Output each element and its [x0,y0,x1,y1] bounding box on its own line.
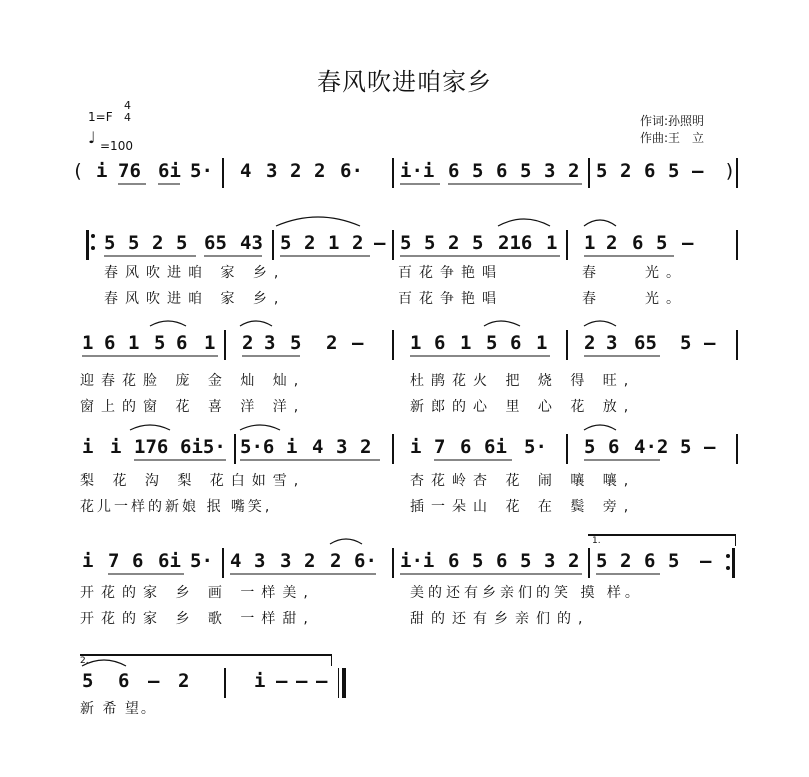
close-paren: ) [724,160,736,182]
note: 4 [230,550,242,572]
note: 1 [584,232,596,254]
slur [330,539,362,544]
slur [150,321,186,326]
note: 7 [434,436,446,458]
note: 2 [290,160,302,182]
note: 5 [104,232,116,254]
composer-credit: 作曲:王 立 [640,131,705,145]
dash: – [704,332,716,354]
note: 2 [178,670,190,692]
note: 65 [204,232,227,254]
note: 6 [644,160,656,182]
dash: – [148,670,160,692]
lyric-line: 开花的家 乡 画 一样美, [80,585,315,601]
note: 1 [410,332,422,354]
note: 43 [240,232,263,254]
note: 2 [352,232,364,254]
note: 6 [496,550,508,572]
dash: – [704,436,716,458]
note: 2 [448,232,460,254]
lyric-line: 春风吹进咱 家 乡, [104,265,286,281]
lyric-line: 插一朵山 花 在 鬓 旁, [410,499,636,515]
dash: – [276,670,288,692]
note: 2 [606,232,618,254]
note: 1 [128,332,140,354]
note: 3 [544,550,556,572]
note: 1 [328,232,340,254]
note: 5 [290,332,302,354]
note: 4 [240,160,252,182]
note: 6 [608,436,620,458]
quarter-note-icon: ♩ [88,128,96,147]
note: 2 [304,550,316,572]
note: 2 [330,550,342,572]
meter-top: 4 [124,99,131,112]
note: 5 [656,232,668,254]
note: 1 [204,332,216,354]
lyric-line: 美的还有乡亲们的笑 摸 样。 [410,585,643,601]
lyric-line: 甜的还有乡亲们的, [410,611,590,627]
lyric-line: 开花的家 乡 歌 一样甜, [80,611,315,627]
note: 2 [242,332,254,354]
note: 6 [632,232,644,254]
slur [584,321,616,326]
note: 6 [176,332,188,354]
note: 3 [264,332,276,354]
note: i [82,436,94,458]
note: 2 [152,232,164,254]
note: 3 [336,436,348,458]
note: 5 [82,670,94,692]
lyricist-credit: 作词:孙照明 [640,114,705,128]
note: 6 [448,550,460,572]
note: i·i [400,160,435,182]
note: 5 [176,232,188,254]
slur [498,219,550,226]
note: 5 [596,550,608,572]
note: i [96,160,108,182]
slur [240,425,280,430]
note: 6i [158,160,181,182]
note: 5 [472,160,484,182]
dash: – [700,550,712,572]
note: i·i [400,550,435,572]
note: 3 [266,160,278,182]
note: 5 [424,232,436,254]
note: i [82,550,94,572]
note: 6· [340,160,363,182]
repeat-dot [91,234,95,238]
lyric-line: 杏花岭杏 花 闹 嚷 嚷, [410,473,636,489]
note: 5 [472,232,484,254]
dash: – [352,332,364,354]
note: 5· [190,550,213,572]
note: 5· [190,160,213,182]
note: 65 [634,332,657,354]
note: 2 [568,160,580,182]
dash: – [682,232,694,254]
lyric-line: 新郎的心 里 心 花 放, [410,399,636,415]
lyric-line: 春 光。 [582,291,687,307]
note: i [286,436,298,458]
note: 1 [536,332,548,354]
note: 5 [280,232,292,254]
note: 5 [680,436,692,458]
note: 6i [158,550,181,572]
note: 6 [104,332,116,354]
lyric-line: 梨 花 沟 梨 花白如雪, [80,473,306,489]
note: 6 [132,550,144,572]
note: 176 [134,436,169,458]
note: 5· [524,436,547,458]
note: 6 [460,436,472,458]
note: 6 [644,550,656,572]
note: 1 [460,332,472,354]
note: 5 [472,550,484,572]
slur [130,425,170,430]
note: 5 [154,332,166,354]
note: 2 [568,550,580,572]
slur [240,321,272,326]
note: 4·2 [634,436,669,458]
meter-bottom: 4 [124,111,131,124]
note: 5 [400,232,412,254]
note: 7 [108,550,120,572]
note: 2 [620,160,632,182]
lyric-line: 窗上的窗 花 喜 洋 洋, [80,399,306,415]
note: 5·6 [240,436,275,458]
lyric-line: 迎春花脸 庞 金 灿 灿, [80,373,306,389]
note: 5 [668,160,680,182]
note: i [110,436,122,458]
tempo-marking: =100 [100,139,133,153]
note: 2 [620,550,632,572]
dash: – [374,232,386,254]
note: 5 [584,436,596,458]
note: 2 [584,332,596,354]
note: 6 [448,160,460,182]
slur [82,660,126,666]
volta-1-label: 1. [592,536,601,546]
note: 1 [546,232,558,254]
dash: – [692,160,704,182]
note: 1 [82,332,94,354]
note: 5 [486,332,498,354]
note: 2 [304,232,316,254]
page-title: 春风吹进咱家乡 [317,68,492,96]
note: 5 [520,550,532,572]
dash: – [296,670,308,692]
note: 6i5· [180,436,226,458]
note: 2 [326,332,338,354]
lyric-line: 花儿一样的新娘 抿 嘴笑, [80,499,273,515]
slur [584,425,616,430]
note: 6 [510,332,522,354]
note: 6 [118,670,130,692]
lyric-line: 新 希 望。 [80,701,157,717]
note: 5 [680,332,692,354]
lyric-line: 春 光。 [582,265,687,281]
note: i [410,436,422,458]
note: 2 [314,160,326,182]
note: 6 [496,160,508,182]
note: 3 [254,550,266,572]
repeat-dot [726,566,730,570]
note: 3 [544,160,556,182]
note: 6i [484,436,507,458]
key-signature: 1=F [88,110,113,124]
repeat-dot [726,554,730,558]
note: 76 [118,160,141,182]
lyric-line: 百花争艳唱 [398,291,503,307]
note: 5 [668,550,680,572]
lyric-line: 杜鹃花火 把 烧 得 旺, [410,373,636,389]
volta-2-label: 2. [80,656,89,666]
open-paren: ( [72,160,84,182]
note: 4 [312,436,324,458]
note: 3 [280,550,292,572]
note: 6· [354,550,377,572]
note: 6 [434,332,446,354]
note: 5 [128,232,140,254]
dash: – [316,670,328,692]
slur [276,217,360,226]
note: 3 [606,332,618,354]
slur [584,220,616,226]
slur [484,321,520,326]
note: i [254,670,266,692]
lyric-line: 百花争艳唱 [398,265,503,281]
note: 216 [498,232,533,254]
note: 2 [360,436,372,458]
lyric-line: 春风吹进咱 家 乡, [104,291,286,307]
note: 5 [596,160,608,182]
repeat-dot [91,246,95,250]
note: 5 [520,160,532,182]
